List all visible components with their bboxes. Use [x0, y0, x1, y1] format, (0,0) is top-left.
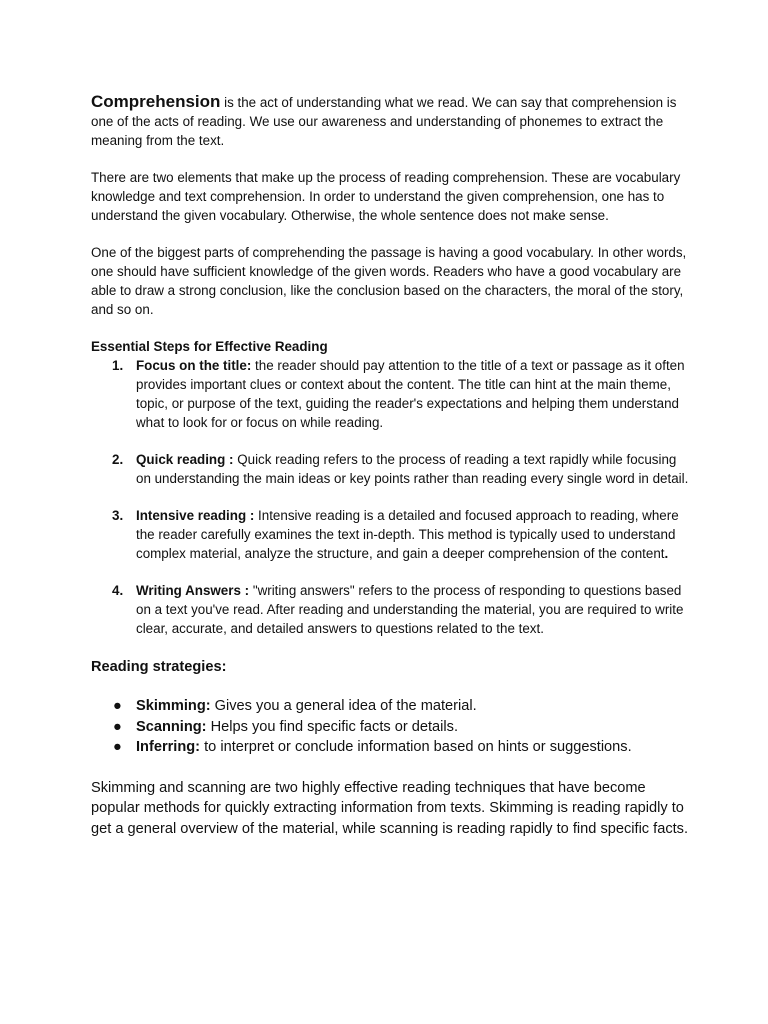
intro-sentence: is the act of understanding what we read. We can say that comprehension is one of the acts of reading. We use our awareness and understanding of phonemes to extract the meaning from the text.	[91, 95, 677, 148]
strategy-text: to interpret or conclude information based on hints or suggestions.	[200, 739, 632, 755]
step-text-period: .	[664, 546, 669, 561]
list-item	[91, 737, 691, 758]
list-item	[91, 356, 691, 432]
step-text: Intensive reading is a detailed and focused approach to reading, where the reader carefully examines the text in-depth. This method is typically used to understand complex material, analyze the structure, and gain a deeper comprehension of the content	[136, 508, 679, 561]
intro-paragraph	[91, 92, 691, 150]
list-item	[91, 581, 691, 638]
list-item	[91, 696, 691, 717]
bullet-icon: ●	[113, 718, 122, 735]
paragraph-elements: There are two elements that make up the process of reading comprehension. These are vocabulary knowledge and text comprehension. In order to understand the given comprehension, one has to understand the given vocabulary. Otherwise, the whole sentence does not make sense.	[91, 170, 681, 223]
list-item	[91, 506, 691, 563]
document-page	[91, 92, 691, 839]
step-title: Focus on the title:	[136, 358, 252, 373]
step-text: Quick reading refers to the process of reading a text rapidly while focusing on understanding the main ideas or key points rather than reading every single word in detail.	[136, 452, 689, 486]
steps-list	[91, 356, 691, 638]
strategies-heading: Reading strategies:	[91, 659, 227, 675]
step-text: "writing answers" refers to the process of responding to questions based on a text you've read. After reading and understanding the material, you are required to write clear, accurate, and detailed answers to questions related to the text.	[136, 583, 684, 636]
step-title: Quick reading :	[136, 452, 234, 467]
strategy-text: Helps you find specific facts or details.	[206, 718, 458, 735]
strategy-term: Inferring:	[136, 739, 201, 755]
step-number: 1.	[112, 358, 124, 373]
strategy-text: Gives you a general idea of the material.	[210, 698, 477, 714]
step-title: Writing Answers :	[136, 583, 250, 598]
closing-paragraph: Skimming and scanning are two highly effective reading techniques that have become popular methods for quickly extracting information from texts. Skimming is reading rapidly to get a general overview of the material, while scanning is reading rapidly to find specific facts.	[91, 779, 689, 837]
bullet-icon: ●	[113, 698, 122, 714]
strategy-term: Skimming:	[136, 698, 211, 714]
strategy-term: Scanning:	[136, 718, 207, 735]
step-number: 3.	[112, 508, 124, 523]
step-title: Intensive reading :	[136, 508, 255, 523]
bullet-icon: ●	[113, 739, 122, 755]
steps-heading: Essential Steps for Effective Reading	[91, 339, 328, 354]
step-number: 4.	[112, 583, 124, 598]
strategies-list	[91, 696, 691, 758]
list-item	[91, 717, 691, 738]
step-number: 2.	[112, 452, 124, 467]
intro-term: Comprehension	[91, 92, 221, 111]
step-text: the reader should pay attention to the title of a text or passage as it often provides important clues or context about the content. The title can hint at the main theme, topic, or purpose of the text, guiding the reader's expectations and helping them understand what to look for or focus on while reading.	[136, 358, 685, 430]
list-item	[91, 450, 691, 488]
paragraph-vocabulary: One of the biggest parts of comprehending the passage is having a good vocabulary. In other words, one should have sufficient knowledge of the given words. Readers who have a good vocabulary are able to draw a strong conclusion, like the conclusion based on the characters, the moral of the story, and so on.	[91, 245, 687, 317]
